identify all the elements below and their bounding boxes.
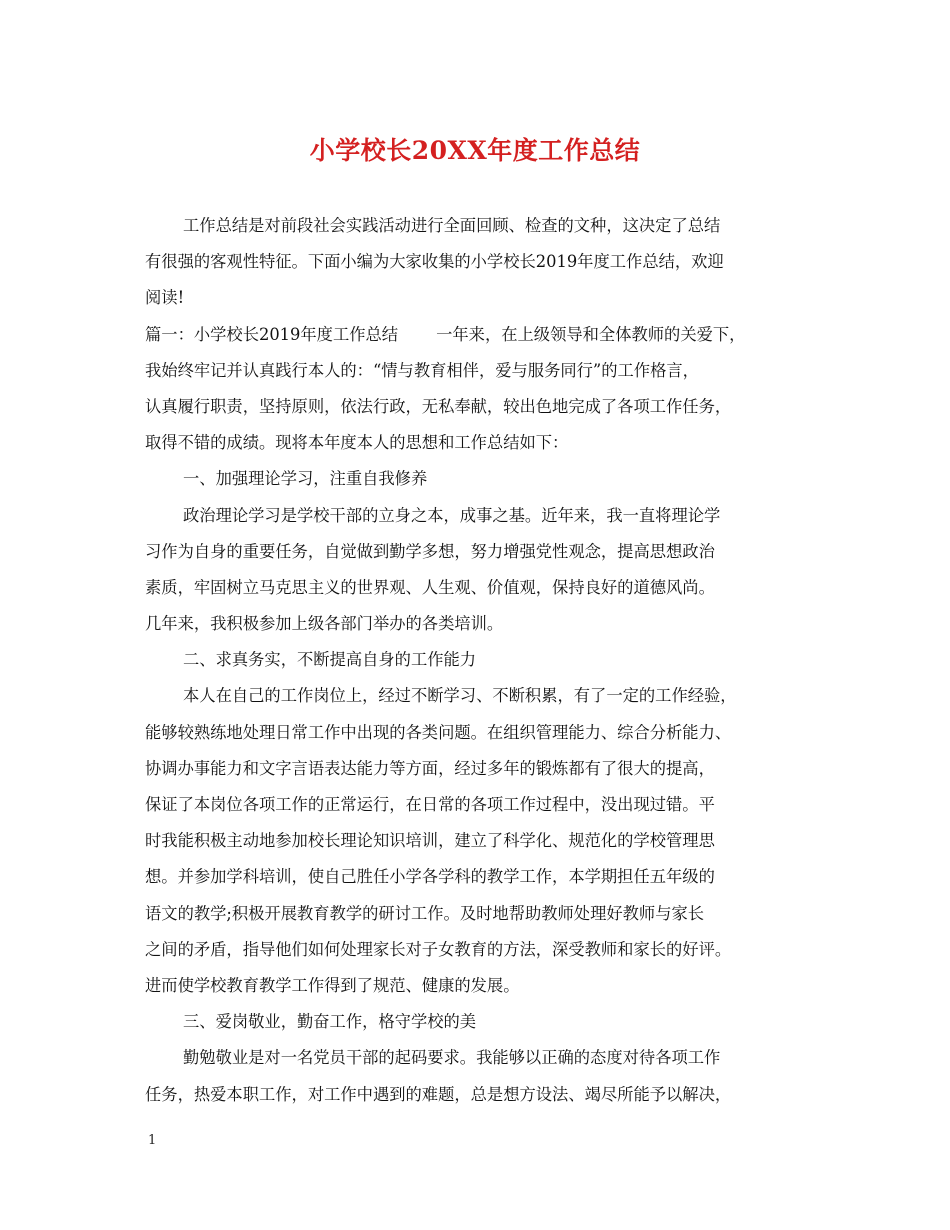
body-line: 保证了本岗位各项工作的正常运行，在日常的各项工作过程中，没出现过错。平 <box>145 795 715 814</box>
body-line-compound <box>145 317 815 353</box>
body-line: 有很强的客观性特征。下面小编为大家收集的小学校长2019年度工作总结，欢迎 <box>145 252 724 272</box>
body-line: 语文的教学;积极开展教育教学的研讨工作。及时地帮助教师处理好教师与家长 <box>145 903 705 923</box>
body-line: 勤勉敬业是对一名党员干部的起码要求。我能够以正确的态度对待各项工作 <box>183 1048 721 1068</box>
body-line: 习作为自身的重要任务，自觉做到勤学多想，努力增强党性观念，提高思想政治 <box>145 541 715 561</box>
body-line: 素质，牢固树立马克思主义的世界观、人生观、价值观，保持良好的道德风尚。 <box>145 577 715 597</box>
document-body <box>145 208 815 1113</box>
body-line: 任务，热爱本职工作，对工作中遇到的难题，总是想方设法、竭尽所能予以解决， <box>145 1084 732 1104</box>
body-line: 能够较熟练地处理日常工作中出现的各类问题。在组织管理能力、综合分析能力、 <box>145 722 732 742</box>
body-line-segment: 一年来，在上级领导和全体教师的关爱下， <box>436 324 746 344</box>
page-number: 1 <box>148 1133 157 1148</box>
body-line: 认真履行职责，坚持原则，依法行政，无私奉献，较出色地完成了各项工作任务， <box>145 396 732 416</box>
body-line: 协调办事能力和文字言语表达能力等方面，经过多年的锻炼都有了很大的提高， <box>145 758 715 778</box>
body-line: 之间的矛盾，指导他们如何处理家长对子女教育的方法，深受教师和家长的好评。 <box>145 939 732 959</box>
body-line: 取得不错的成绩。现将本年度本人的思想和工作总结如下： <box>145 433 569 453</box>
body-line: 时我能积极主动地参加校长理论知识培训，建立了科学化、规范化的学校管理思 <box>145 831 715 851</box>
body-line: 阅读! <box>145 288 185 308</box>
body-line: 我始终牢记并认真践行本人的：“情与教育相伴，爱与服务同行”的工作格言， <box>145 360 699 380</box>
section-heading: 一、加强理论学习，注重自我修养 <box>183 469 428 489</box>
section-heading: 三、爱岗敬业，勤奋工作，格守学校的美 <box>183 1012 477 1032</box>
body-line: 想。并参加学科培训，使自己胜任小学各学科的教学工作，本学期担任五年级的 <box>145 867 715 887</box>
body-line: 工作总结是对前段社会实践活动进行全面回顾、检查的文种，这决定了总结 <box>183 216 721 235</box>
section-heading: 二、求真务实，不断提高自身的工作能力 <box>183 650 477 670</box>
document-title: 小学校长20XX年度工作总结 <box>309 136 641 165</box>
body-line: 几年来，我积极参加上级各部门举办的各类培训。 <box>145 614 504 634</box>
section-heading-part-one: 篇一：小学校长2019年度工作总结 <box>145 324 399 344</box>
body-line: 政治理论学习是学校干部的立身之本，成事之基。近年来，我一直将理论学 <box>183 505 721 525</box>
body-line: 进而使学校教育教学工作得到了规范、健康的发展。 <box>145 975 520 995</box>
body-line: 本人在自己的工作岗位上，经过不断学习、不断积累，有了一定的工作经验， <box>183 686 737 706</box>
